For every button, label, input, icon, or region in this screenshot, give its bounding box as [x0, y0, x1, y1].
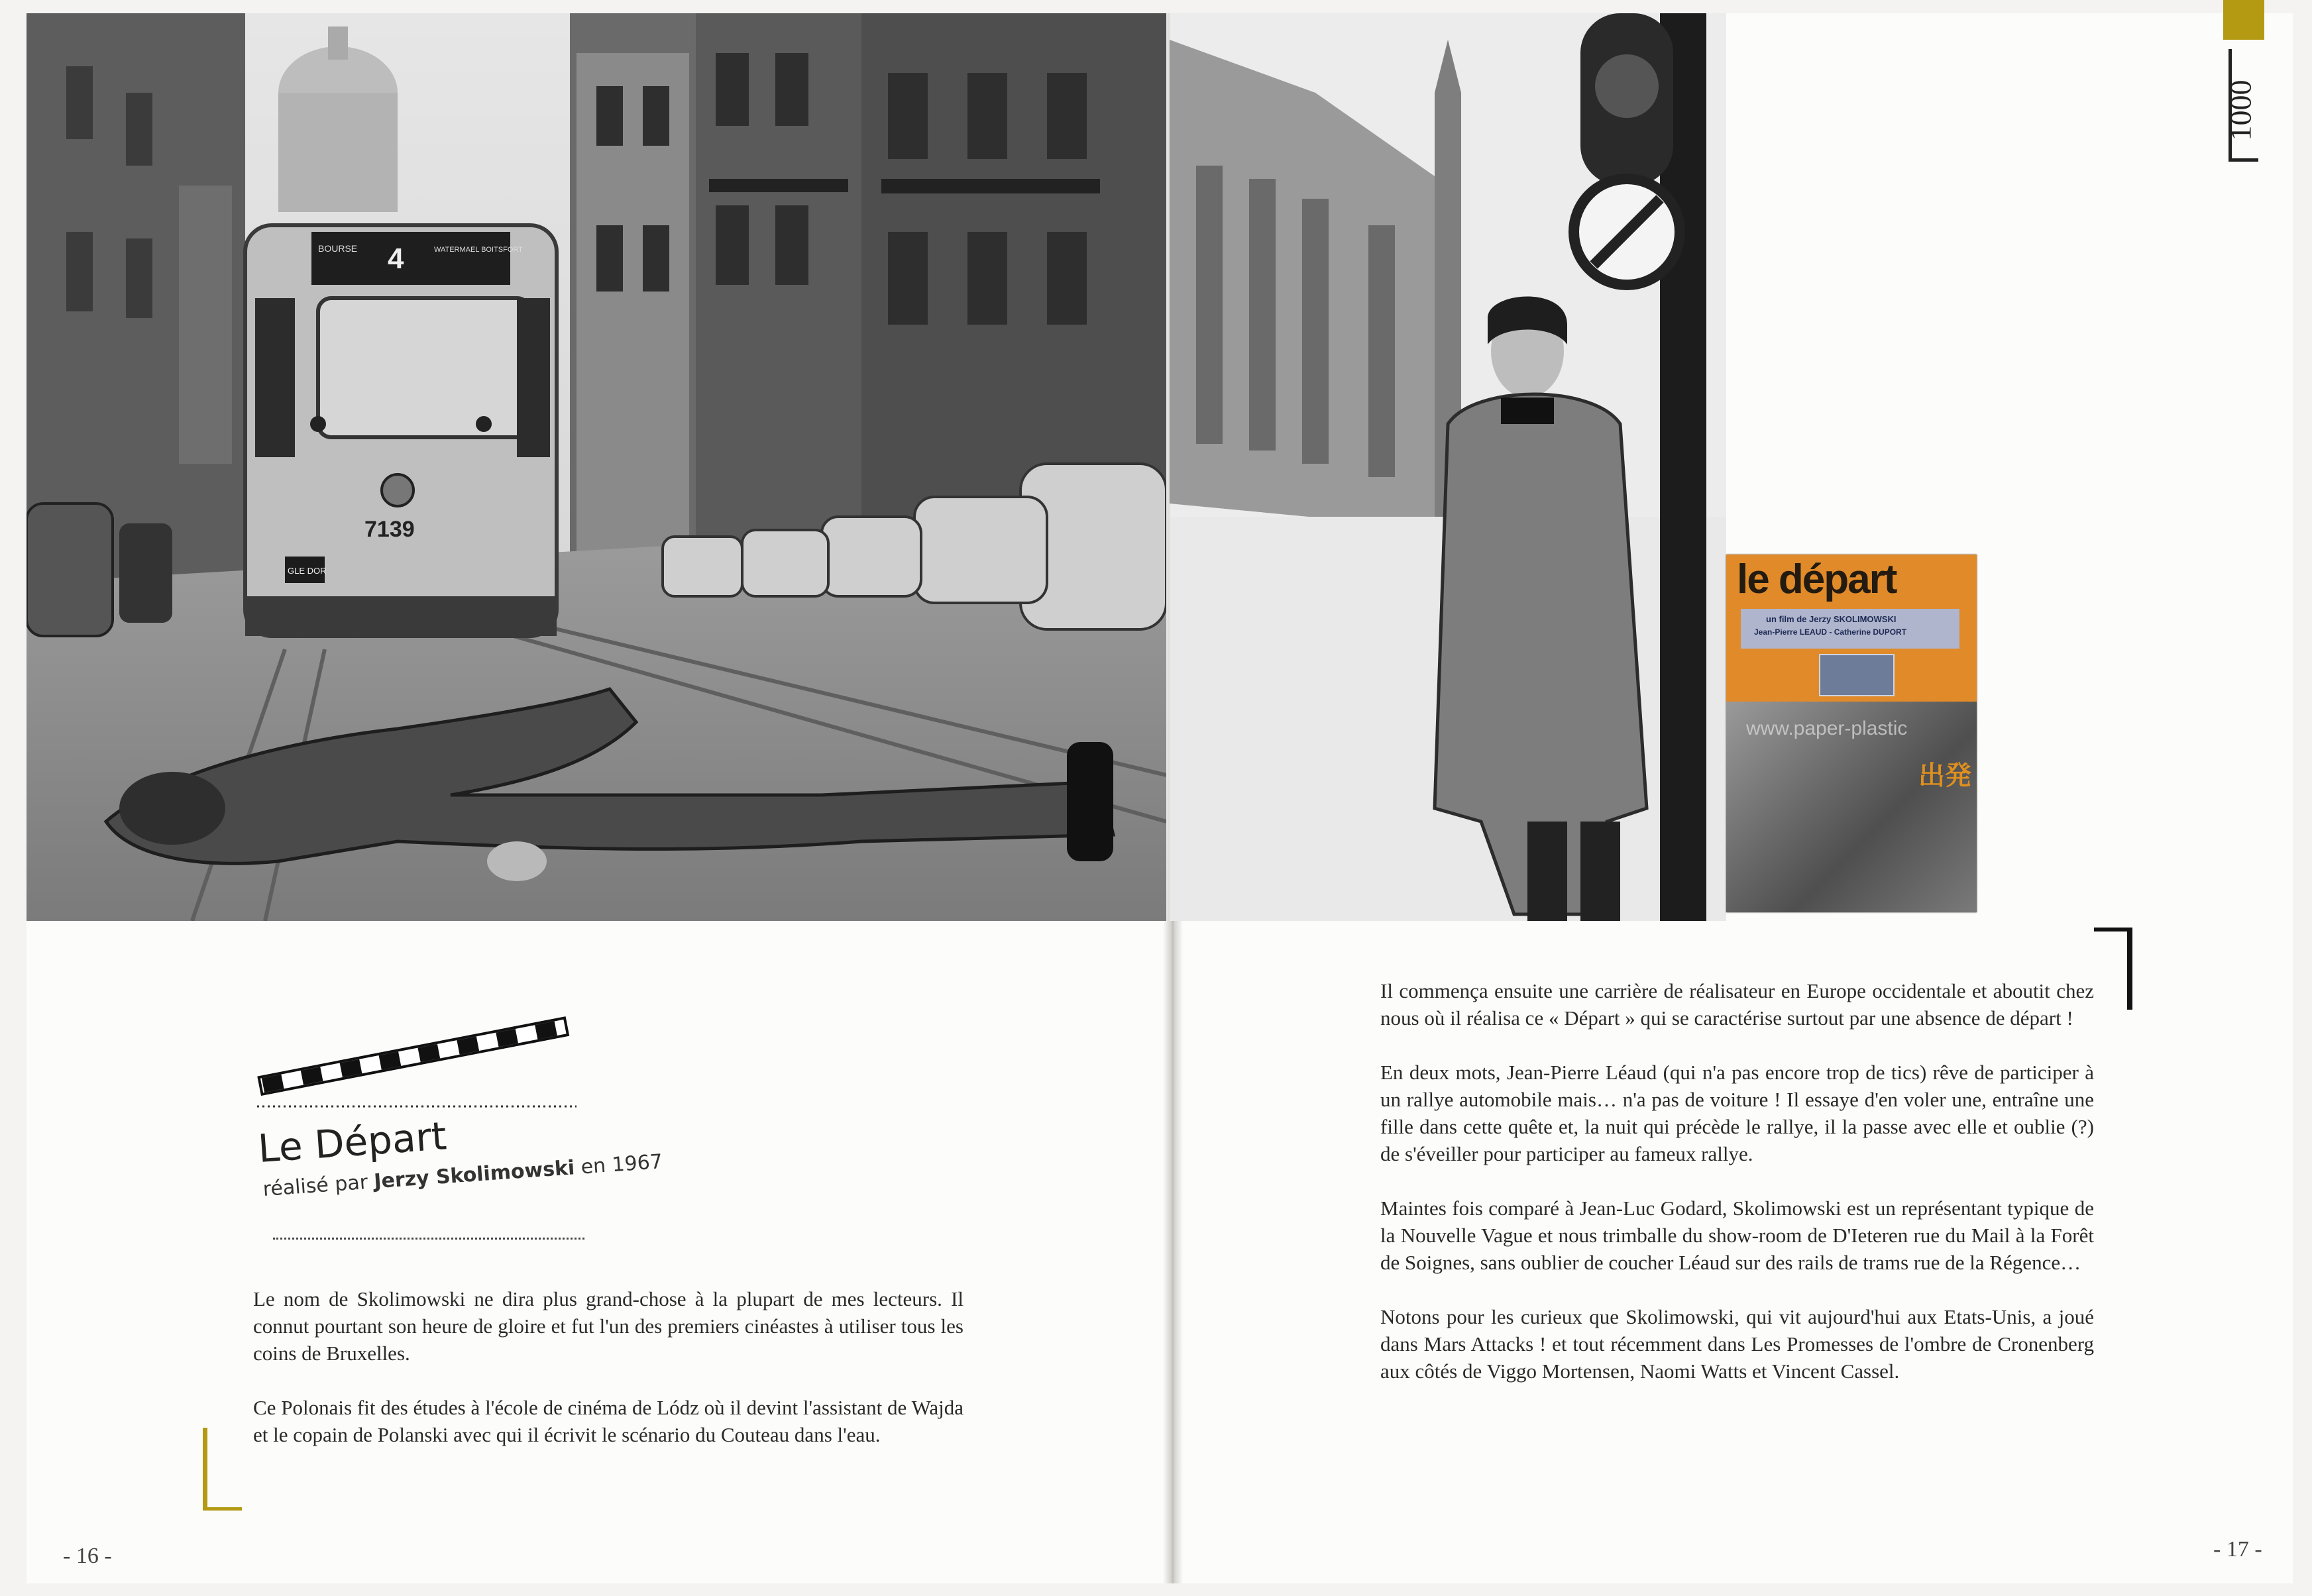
poster-url-watermark: www.paper-plastic	[1746, 718, 1908, 739]
poster-orange-header	[1726, 555, 1977, 702]
tram-street-illustration	[27, 13, 1166, 921]
tram	[245, 225, 557, 636]
gold-corner-bracket-left	[203, 1428, 242, 1511]
left-paragraph-1: Le nom de Skolimowski ne dira plus grand-chose à la plupart de mes lecteurs. Il connut pourtant son heure de gloire et fut l'un des premiers cinéastes à utiliser tous les coins de Bruxelles.	[253, 1287, 963, 1365]
poster-credit-line1: un film de Jerzy SKOLIMOWSKI	[1766, 614, 1897, 624]
man-by-traffic-light-illustration	[1170, 13, 1726, 921]
director-name: Jerzy Skolimowski	[373, 1156, 576, 1194]
clapperboard-icon	[252, 1007, 583, 1113]
right-body-text	[1380, 977, 2094, 1412]
heading-block	[256, 1113, 663, 1246]
tram-destination-right: WATERMAEL BOITSFORT	[434, 246, 523, 254]
poster-credit-line2: Jean-Pierre LEAUD - Catherine DUPORT	[1754, 627, 1907, 637]
badge-gold-square	[2223, 0, 2264, 40]
film-poster-inset	[1726, 555, 1977, 912]
badge-text: 1000	[2223, 80, 2258, 141]
poster-japanese-title: 出発	[1918, 761, 1971, 791]
year-prefix: en	[580, 1153, 607, 1179]
tram-fleet-number: 7139	[364, 517, 415, 542]
man-by-traffic-light-photo	[1170, 13, 1726, 921]
tram-destination-left: BOURSE	[318, 243, 358, 254]
tram-route-number: 4	[388, 242, 404, 275]
tram-plate: GLE DOR	[288, 566, 327, 576]
right-paragraph-1: Il commença ensuite une carrière de réalisateur en Europe occidentale et aboutit chez nous où il réalisa ce « Départ » qui se caractérise surtout par une absence de départ !	[1380, 979, 2094, 1030]
badge-rule	[2229, 49, 2258, 162]
page-number-right: - 17 -	[2213, 1537, 2262, 1562]
poster-photo-area	[1726, 702, 1977, 912]
right-paragraph-3: Maintes fois comparé à Jean-Luc Godard, Skolimowski est un représentant typique de la Nouvelle Vague et nous trimballe du show-room de D'Ieteren rue du Mail à la Forêt de Soignes, sans oublier de coucher Léaud sur des rails de trams rue de la Régence…	[1380, 1197, 2094, 1274]
left-body-text	[253, 1285, 963, 1475]
credit-prefix: réalisé par	[262, 1171, 369, 1201]
issue-badge	[2223, 0, 2296, 166]
film-year: 1967	[611, 1149, 663, 1177]
tram-street-photo	[27, 13, 1166, 921]
film-title: Le Départ	[256, 1113, 449, 1171]
page-number-left: - 16 -	[63, 1544, 112, 1568]
right-paragraph-2: En deux mots, Jean-Pierre Léaud (qui n'a pas encore trop de tics) rêve de participer à un rallye automobile mais… n'a pas de voiture ! Il essaye d'en voler une, entraîne une fille dans cette quête et, la nuit qui précède le rallye, il la passe avec elle et oublie (?) de s'éveiller pour participer au fameux rallye.	[1380, 1061, 2094, 1165]
heading-dotted-rule	[273, 1238, 584, 1240]
poster-title: le départ	[1737, 557, 1897, 602]
poster-still-image	[1819, 654, 1895, 696]
black-corner-bracket-right	[2094, 928, 2132, 1010]
left-paragraph-2: Ce Polonais fit des études à l'école de cinéma de Lódz où il devint l'assistant de Wajda et le copain de Polanski avec qui il écrivit le scénario du Couteau dans l'eau.	[253, 1396, 963, 1446]
right-paragraph-4: Notons pour les curieux que Skolimowski, qui vit aujourd'hui aux Etats-Unis, a joué dans Mars Attacks ! et tout récemment dans Les Promesses de l'ombre de Cronenberg aux côtés de Viggo Mortensen, Naomi Watts et Vincent Cassel.	[1380, 1305, 2094, 1383]
